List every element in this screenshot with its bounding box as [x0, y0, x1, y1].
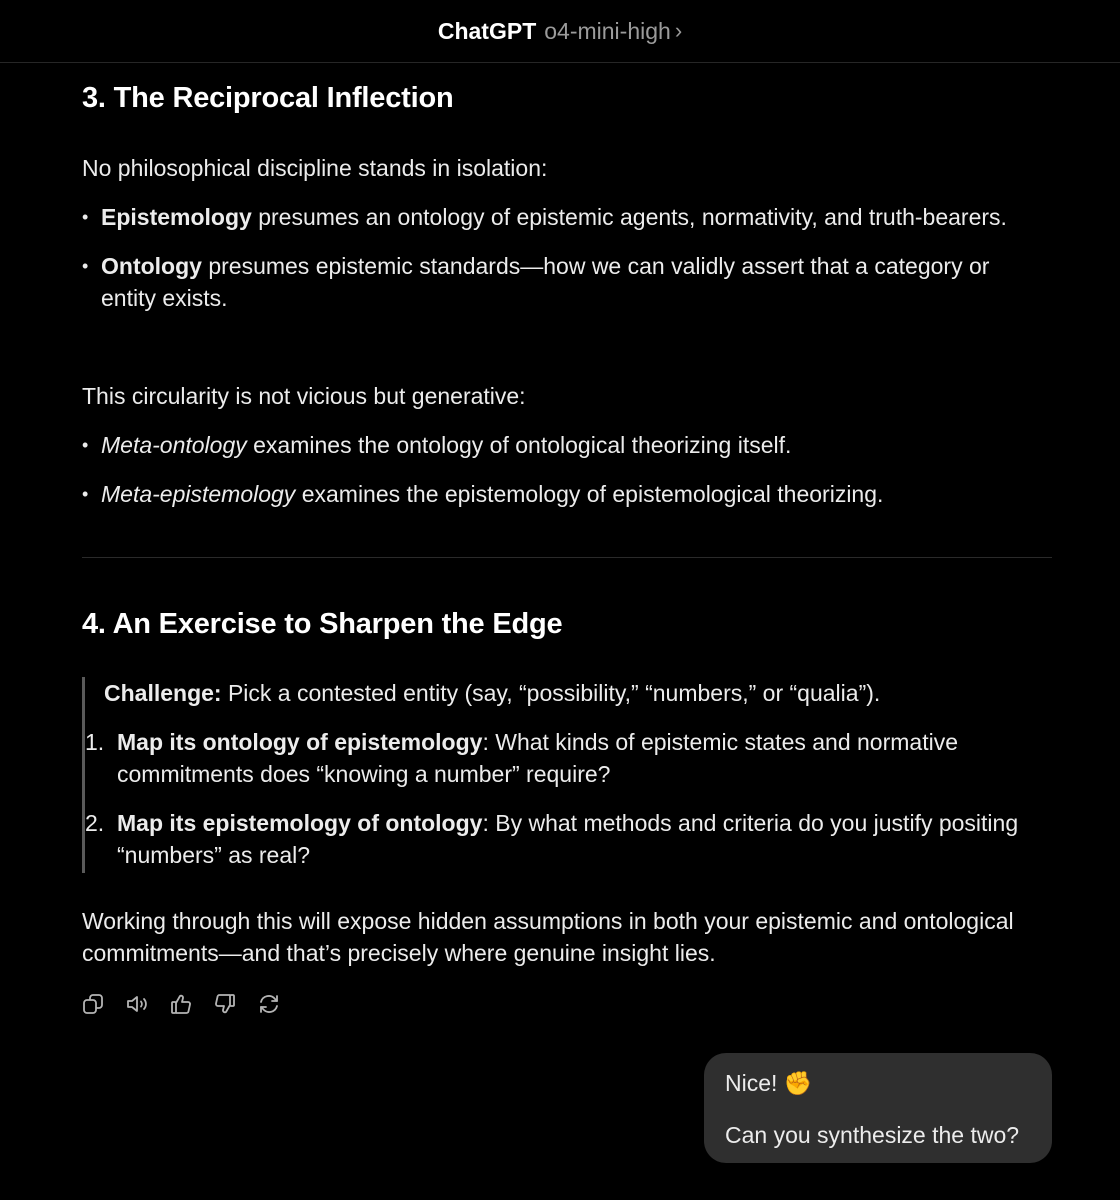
thumbs-up-icon[interactable]	[170, 993, 192, 1015]
user-message-line: Nice! ✊	[725, 1070, 813, 1096]
challenge-blockquote	[82, 677, 1042, 873]
challenge-label: Challenge:	[104, 680, 222, 706]
list-item	[85, 726, 1025, 790]
step-number: 2.	[85, 810, 105, 836]
challenge-line	[104, 677, 880, 709]
copy-icon[interactable]	[82, 993, 104, 1015]
paragraph-intro: No philosophical discipline stands in isolation:	[82, 155, 548, 181]
meta-list	[82, 429, 1042, 510]
list-item-text: examines the epistemology of epistemological theorizing.	[295, 481, 884, 507]
step-text: : What kinds of epistemic states and normative commitments does “knowing a number” require?	[117, 729, 958, 787]
challenge-text: Pick a contested entity (say, “possibility,” “numbers,” or “qualia”).	[221, 680, 881, 706]
step-term: Map its epistemology of ontology	[117, 810, 483, 836]
read-aloud-icon[interactable]	[126, 993, 148, 1015]
section-heading-4: 4. An Exercise to Sharpen the Edge	[82, 608, 563, 640]
thumbs-down-icon[interactable]	[214, 993, 236, 1015]
list-item-term: Epistemology	[101, 204, 252, 230]
chevron-right-icon[interactable]: ›	[674, 18, 683, 43]
list-item	[82, 429, 1042, 461]
discipline-list	[82, 201, 1042, 314]
model-selector[interactable]: o4-mini-high	[544, 17, 671, 44]
step-term: Map its ontology of epistemology	[117, 729, 483, 755]
step-text: : By what methods and criteria do you justify positing “numbers” as real?	[117, 810, 1019, 868]
list-item	[82, 201, 1042, 233]
list-item-term: Meta-ontology	[101, 432, 247, 458]
section-divider	[82, 557, 1052, 558]
list-item-term: Ontology	[101, 253, 202, 279]
user-message-line: Can you synthesize the two?	[725, 1122, 1020, 1148]
list-item	[82, 250, 1042, 314]
list-item-text: presumes an ontology of epistemic agents, normativity, and truth-bearers.	[251, 204, 1007, 230]
list-item-term: Meta-epistemology	[101, 481, 296, 507]
regenerate-icon[interactable]	[258, 993, 280, 1015]
step-number: 1.	[85, 729, 105, 755]
user-message-bubble	[704, 1053, 1052, 1163]
paragraph-circularity: This circularity is not vicious but generative:	[82, 383, 526, 409]
paragraph-closing: Working through this will expose hidden assumptions in both your epistemic and ontological commitments—and that’s precisely where genuine insight lies.	[82, 908, 1014, 966]
challenge-steps	[85, 726, 1025, 871]
list-item	[85, 807, 1025, 871]
app-title: ChatGPT	[437, 17, 537, 44]
section-heading-3: 3. The Reciprocal Inflection	[82, 82, 454, 114]
list-item	[82, 478, 1042, 510]
list-item-text: presumes epistemic standards—how we can validly assert that a category or entity exists.	[101, 253, 990, 311]
message-actions	[82, 993, 280, 1015]
list-item-text: examines the ontology of ontological theorizing itself.	[246, 432, 792, 458]
chat-header	[0, 0, 1120, 63]
